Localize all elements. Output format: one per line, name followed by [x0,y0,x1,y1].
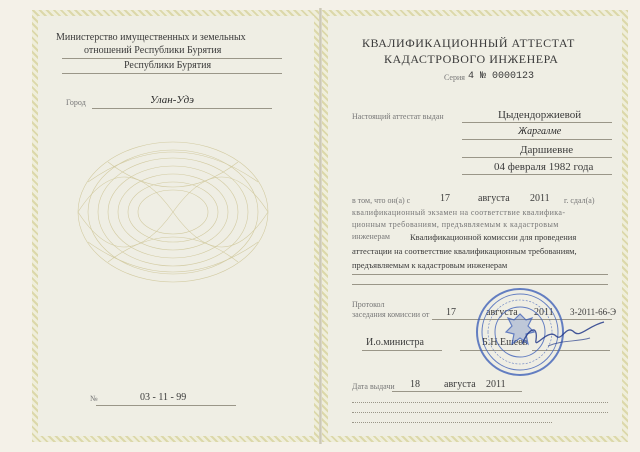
number-value: 03 - 11 - 99 [140,392,187,403]
exam-prefix: в том, что он(а) с [352,196,411,205]
issue-day: 18 [410,379,420,390]
issue-label: Дата выдачи [352,382,395,391]
number-label: № [90,394,98,403]
protocol-text: заседания комиссии от [352,310,430,319]
exam-line3: ционным требованиям, предъявляемым к кадастровым [352,220,559,229]
issued-to-label: Настоящий аттестат выдан [352,112,444,121]
exam-day: 17 [440,193,450,204]
certificate-title-line1: КВАЛИФИКАЦИОННЫЙ АТТЕСТАТ [362,36,575,50]
certificate-title-line2: КАДАСТРОВОГО ИНЖЕНЕРА [384,52,559,66]
commission-line2: аттестации на соответствие квалификационным требованиям, [352,246,577,256]
org-line3: Республики Бурятия [124,60,212,71]
signer-name: Б.Н.Ешеев [482,337,528,348]
issue-month: августа [444,379,476,390]
holder-patronymic: Даршиевне [520,144,574,156]
series-value: 4 № 0000123 [468,71,535,82]
org-line1: Министерство имущественных и земельных [56,32,246,43]
exam-month: августа [478,193,510,204]
signature-icon [518,318,608,354]
issue-year: 2011 [486,379,506,390]
guilloche-ornament [68,122,278,302]
exam-line2: квалификационный экзамен на соответствие квалифика- [352,208,566,217]
exam-year: 2011 [530,193,550,204]
holder-birth-date: 04 февраля 1982 года [494,161,594,173]
protocol-day: 17 [446,307,456,318]
commission-line3: предъявляемым к кадастровым инженерам [352,260,508,270]
holder-surname: Цыдендоржиевой [498,109,582,121]
exam-line4: инженерам [352,232,390,241]
protocol-label: Протокол [352,300,385,309]
protocol-month: августа [486,307,518,318]
left-page [32,10,320,442]
protocol-number: 3-2011-66-Э [570,307,617,317]
city-value: Улан-Удэ [150,94,194,106]
org-line2: отношений Республики Бурятия [84,45,222,56]
exam-suffix: г. сдал(а) [564,196,595,205]
commission-line1: Квалификационной комиссии для проведения [410,232,577,242]
signer-title: И.о.министра [366,337,424,348]
protocol-year: 2011 [534,307,554,318]
city-label: Город [66,98,86,107]
series-label: Серия [444,73,465,82]
right-page [322,10,628,442]
holder-first-name: Жаргалме [518,126,562,137]
